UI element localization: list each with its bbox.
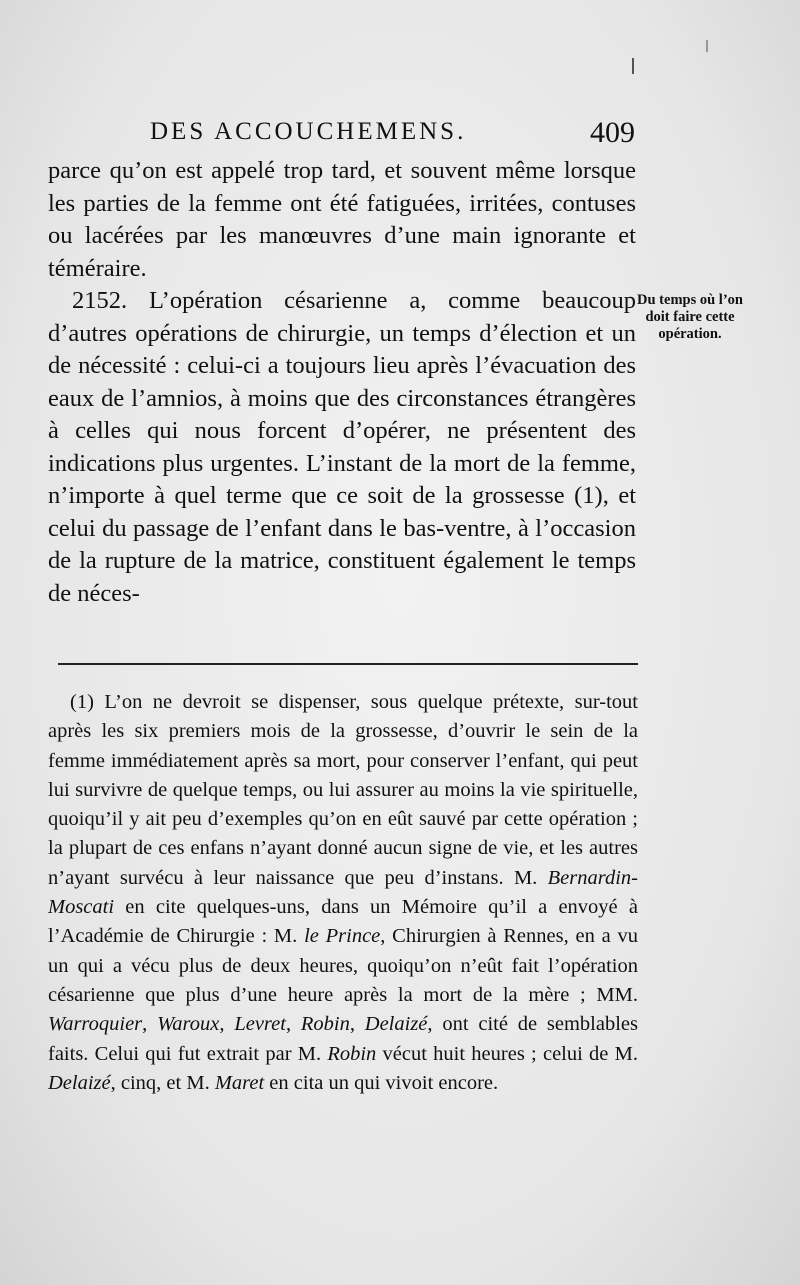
paragraph: parce qu’on est appelé trop tard, et souvent même lorsque les parties de la femme ont été fatiguées, irritées, contuses ou lacérées par les manœuvres d’une main ignorante et téméraire. — [48, 157, 636, 282]
page-number: 409 — [590, 116, 635, 149]
page-header — [150, 118, 635, 158]
person-name: le Prince — [304, 925, 381, 948]
footnote-text: , — [349, 1013, 365, 1036]
person-name: Waroux — [157, 1013, 220, 1036]
person-name: Robin — [300, 1013, 350, 1036]
footnote-divider — [58, 663, 638, 665]
footnote-text: vécut huit heures ; celui de M. — [376, 1042, 638, 1065]
person-name: Bernardin-Moscati — [48, 866, 638, 919]
person-name: Warroquier — [48, 1013, 143, 1036]
footnote-text: , — [142, 1013, 158, 1036]
margin-note: Du temps où l’on doit faire cette opération. — [637, 292, 743, 342]
footnote — [48, 688, 638, 1098]
footnote-marker: (1) — [70, 691, 94, 713]
scan-speck — [632, 58, 634, 74]
footnote-text: , — [219, 1013, 235, 1036]
footnote-text: , ont cité de semblables faits. Celui qui fut extrait par M. — [48, 1013, 638, 1065]
running-head: DES ACCOUCHEMENS. — [150, 118, 467, 145]
footnote-text: , Chirurgien à Rennes, en a vu un qui a vécu plus de deux heures, quoiqu’on n’eût fait l’opération césarienne que plus d’une heure après la mort de la mère ; MM. — [48, 925, 638, 1006]
person-name: Levret — [234, 1013, 286, 1036]
footnote-text: L’on ne devroit se dispenser, sous quelque prétexte, sur-tout après les six premiers mois de la grossesse, d’ouvrir le sein de la femme immédiatement après sa mort, pour conserver l’enfant, qui peut lui survivre de quelque temps, ou lui assurer au moins la vie spirituelle, quoiqu’il y ait peu d’exemples qu’on en eût sauvé par cette opération ; la plupart de ces enfans n’ayant donné aucun signe de vie, et les autres n’ayant survécu à leur naissance que peu d’instans. M. — [48, 691, 638, 889]
footnote-text: , — [285, 1013, 301, 1036]
paragraph-text: L’opération césarienne a, comme beaucoup d’autres opérations de chirurgie, un temps d’élection et un de nécessité : celui-ci a toujours lieu après l’évacuation des eaux de l’amnios, à moins que des circonstances étrangères à celles qui nous forcent d’opérer, ne présentent des indications plus urgentes. L’instant de la mort de la femme, n’importe à quel terme que ce soit de la grossesse — [48, 287, 636, 509]
paragraph-text: , et celui du passage de l’enfant dans le bas-ventre, à l’occasion de la rupture de la matrice, constituent également le temps de néces- — [48, 482, 637, 607]
footnote-area — [48, 688, 638, 1098]
person-name: Robin — [327, 1042, 377, 1065]
footnote-text: , cinq, et M. — [110, 1071, 215, 1094]
footnote-text: en cite quelques-uns, dans un Mémoire qu’il a envoyé à l’Académie de Chirurgie : M. — [48, 896, 638, 948]
person-name: Maret — [214, 1071, 265, 1094]
footnote-reference: (1) — [574, 482, 603, 509]
person-name: Delaizé — [364, 1013, 428, 1036]
section-number: 2152. — [72, 287, 128, 314]
person-name: Delaizé — [48, 1071, 111, 1094]
footnote-text: en cita un qui vivoit encore. — [264, 1071, 499, 1094]
paragraph-2152 — [48, 285, 636, 610]
main-text — [48, 155, 636, 610]
scan-speck — [706, 40, 708, 52]
